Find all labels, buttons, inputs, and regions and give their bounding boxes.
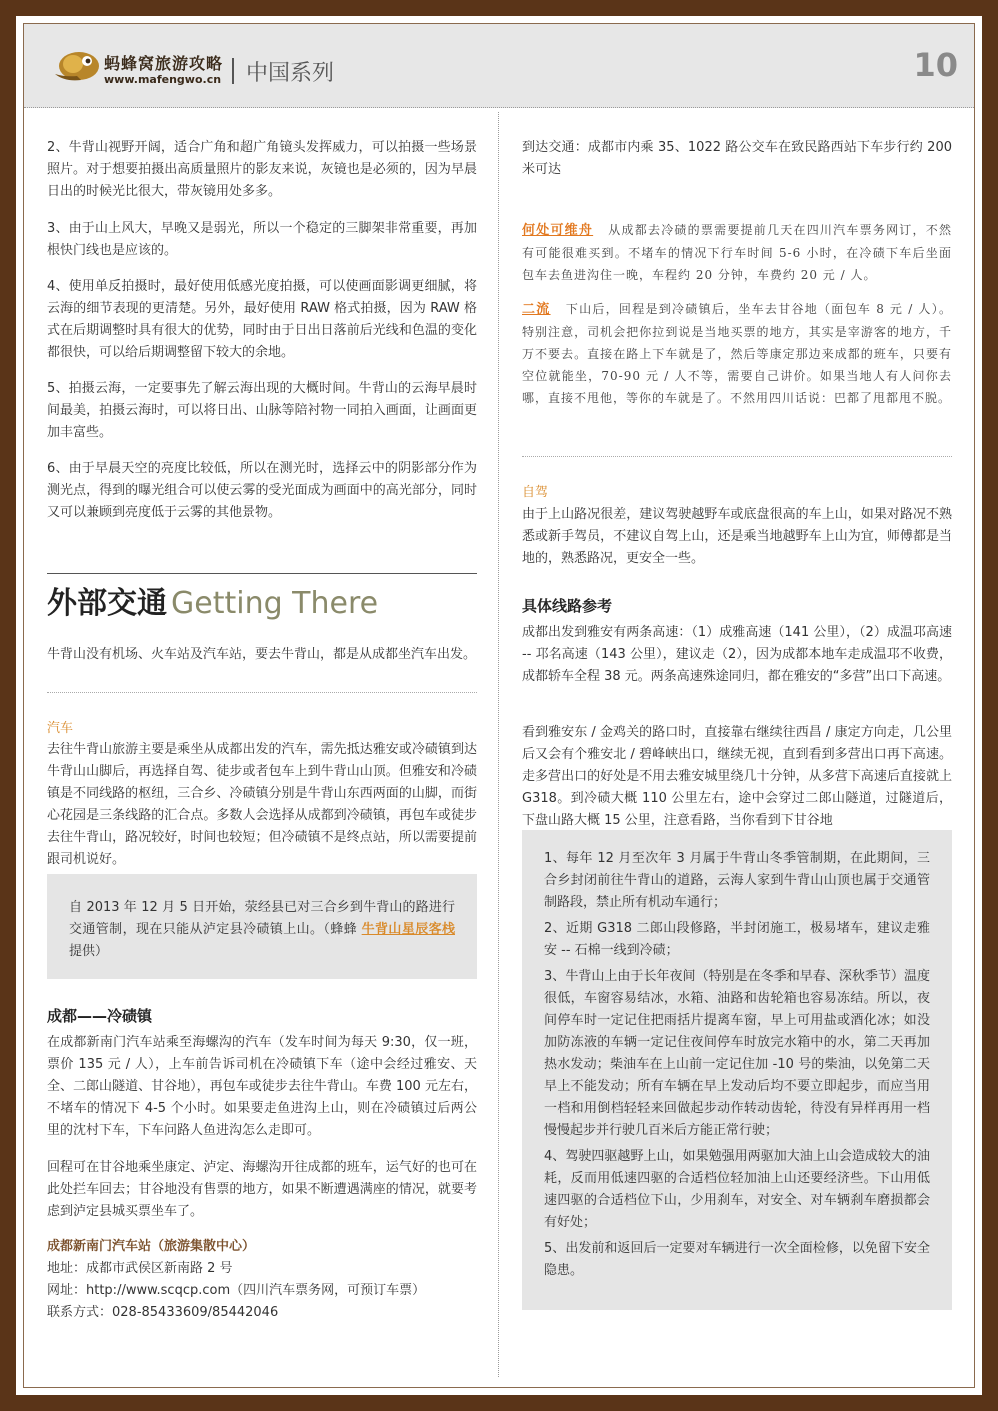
tip-4 (47, 276, 477, 364)
inn-link[interactable]: 牛背山星辰客栈 (361, 922, 455, 937)
when-label: 何处可维舟 (522, 223, 594, 238)
when-note (522, 219, 952, 286)
driving-tip-1: 1、每年 12 月至次年 3 月属于牛背山冬季管制期，在此期间，三合乡封闭前往牛背山的道路，云海人家到牛背山山顶也属于交通管制路段，禁止所有机动车通行； (544, 851, 930, 910)
tip-6-text: 6、由于早晨天空的亮度比较低，所以在测光时，选择云中的阴影部分作为测光点，得到的曝光组合可以使云雾的受光面成为画面中的高光部分，同时又可以兼顾到亮度低于云雾的其他景物。 (47, 461, 477, 520)
driving-tips-box (522, 830, 952, 1310)
notice-text (69, 897, 455, 963)
driving-tip-4: 4、驾驶四驱越野上山，如果勉强用两驱加大油上山会造成较大的油耗，反而用低速四驱的合适档位轻加油上山还要经济些。下山用低速四驱的合适档位下山，少用刹车，对安全、对车辆刹车磨损都会有好处； (544, 1149, 930, 1230)
station-phone-text: 联系方式：028-85433609/85442046 (47, 1305, 279, 1320)
second-body: 下山后，回程是到冷碛镇后，坐车去甘谷地（面包车 8 元 / 人）。特别注意，司机会把你拉到说是当地买票的地方，其实是宰游客的地方，千万不要去。直接在路上下车就是了，然后等康定那边来成都的班车，只要有空位就能坐，70-90 元 / 人不等，需要自己讲价。如果当地人有人问你去哪，直接不甩他，等你的车就是了。不然用四川话说：巴都了甩都甩不脱。 (522, 302, 952, 405)
tip-4-text: 4、使用单反拍摄时，最好使用低感光度拍摄，可以使画面影调更细腻，将云海的细节表现的更清楚。另外，最好使用 RAW 格式拍摄，因为 RAW 格式在后期调整时具有很大的优势，同时由于日出日落前后光线和色温的变化都很快，可以给后期调整留下较大的余地。 (47, 279, 477, 360)
series-title: 中国系列 (246, 61, 335, 86)
second-note-text (522, 298, 952, 409)
station-title-text: 成都新南门汽车站（旅游集散中心） (47, 1239, 256, 1254)
routes-para-1 (522, 622, 952, 688)
separator (47, 692, 477, 693)
route-title-text: 成都——冷碛镇 (47, 1007, 153, 1025)
station-phone (47, 1302, 477, 1324)
arrival-info (522, 137, 952, 181)
mafengwo-logo-icon (51, 44, 101, 86)
brand-name: 蚂蜂窝旅游攻略 (104, 54, 224, 73)
return-description-text: 回程可在甘谷地乘坐康定、泸定、海螺沟开往成都的班车，运气好的也可在此处拦车回去；甘谷地没有售票的地方，如果不断遭遇满座的情况，就要考虑到泸定县城买票坐车了。 (47, 1160, 477, 1219)
driving-tip-2: 2、近期 G318 二郎山段修路，半封闭施工，极易堵车，建议走雅安 -- 石棉一线到冷碛； (544, 921, 930, 958)
bus-label-text: 汽车 (47, 721, 74, 736)
drive-label (522, 481, 952, 500)
driving-tip-5: 5、出发前和返回后一定要对车辆进行一次全面检修，以免留下安全隐患。 (544, 1241, 930, 1278)
when-note-text (522, 219, 952, 286)
intro-text: 牛背山没有机场、火车站及汽车站，要去牛背山，都是从成都坐汽车出发。 (47, 647, 477, 662)
section-heading-cn: 外部交通 (47, 586, 167, 621)
bus-description (47, 739, 477, 871)
routes-title (522, 595, 952, 616)
station-address (47, 1258, 477, 1280)
column-divider (498, 112, 499, 1377)
second-note (522, 298, 952, 409)
second-label: 二流 (522, 302, 551, 317)
station-address-text: 地址：成都市武侯区新南路 2 号 (47, 1261, 233, 1276)
bus-label (47, 717, 477, 736)
tip-5-text: 5、拍摄云海，一定要事先了解云海出现的大概时间。牛背山的云海早晨时间最美，拍摄云海时，可以将日出、山脉等陪衬物一同拍入画面，让画面更加丰富些。 (47, 381, 477, 440)
notice-box (47, 874, 477, 979)
routes-title-text: 具体线路参考 (522, 597, 613, 615)
tip-2 (47, 137, 477, 203)
drive-label-text: 自驾 (522, 485, 549, 500)
header-divider (232, 58, 234, 84)
section-heading (47, 573, 477, 622)
separator-right (522, 456, 952, 457)
tip-5 (47, 378, 477, 444)
intro (47, 644, 477, 666)
tip-2-text: 2、牛背山视野开阔，适合广角和超广角镜头发挥威力，可以拍摄一些场景照片。对于想要拍摄出高质量照片的影友来说，灰镜也是必须的，因为早晨日出的时候光比很大，带灰镜用处多多。 (47, 140, 477, 199)
drive-description (522, 504, 952, 570)
station-title (47, 1236, 477, 1258)
page-number: 10 (913, 46, 958, 84)
bus-description-text: 去往牛背山旅游主要是乘坐从成都出发的汽车，需先抵达雅安或冷碛镇到达牛背山山脚后，再选择自驾、徒步或者包车上到牛背山山顶。但雅安和冷碛镇是不同线路的枢纽，三合乡、冷碛镇分别是牛背山东西两面的山脚，而街心花园是三条线路的汇合点。多数人会选择从成都到冷碛镇，再包车或徒步去往牛背山，路况较好，时间也较短；但冷碛镇不是终点站，所以需要提前跟司机说好。 (47, 742, 477, 867)
route-description-text: 在成都新南门汽车站乘至海螺沟的汽车（发车时间为每天 9:30，仅一班，票价 135 元 / 人），上车前告诉司机在冷碛镇下车（途中会经过雅安、天全、二郎山隧道、甘谷地），再包车或徒步去往牛背山。车费 100 元左右，不堵车的情况下 4-5 个小时。如果要走鱼进沟上山，则在冷碛镇过后两公里的沈村下车，下车问路人鱼进沟怎么走即可。 (47, 1035, 477, 1138)
routes-para-2-text: 看到雅安东 / 金鸡关的路口时，直接靠右继续往西昌 / 康定方向走，几公里后又会有个雅安北 / 碧峰峡出口，继续无视，直到看到多营出口再下高速。走多营出口的好处是不用去雅安城里绕几十分钟，从多营下高速后直接就上 G318。到冷碛大概 110 公里左右，途中会穿过二郎山隧道，过隧道后，下盘山路大概 15 公里，注意看路，当你看到下甘谷地 (522, 725, 952, 828)
route-description (47, 1032, 477, 1142)
section-heading-en: Getting There (171, 586, 379, 621)
station-website-text[interactable]: 网址：http://www.scqcp.com（四川汽车票务网，可预订车票） (47, 1283, 426, 1298)
tip-6 (47, 458, 477, 524)
page-header (24, 24, 974, 108)
station-website[interactable] (47, 1280, 477, 1302)
return-description (47, 1157, 477, 1223)
when-body: 从成都去冷碛的票需要提前几天在四川汽车票务网订，不然有可能很难买到。不堵车的情况下行车时间 5-6 小时，在冷碛下车后坐面包车去鱼进沟住一晚，车程约 20 分钟，车费约 20 元 / 人。 (522, 223, 952, 282)
routes-para-2 (522, 722, 952, 832)
drive-description-text: 由于上山路况很差，建议驾驶越野车或底盘很高的车上山，如果对路况不熟悉或新手驾员，不建议自驾上山，还是乘当地越野车上山为宜，师傅都是当地的，熟悉路况，更安全一些。 (522, 507, 952, 566)
brand-url: www.mafengwo.cn (104, 73, 222, 86)
route-title (47, 1005, 477, 1026)
driving-tip-3: 3、牛背山上由于长年夜间（特别是在冬季和早春、深秋季节）温度很低，车窗容易结冰，水箱、油路和齿轮箱也容易冻结。所以，夜间停车时一定记住把雨括片提离车窗，早上可用盐或酒化冰；如没加防冻液的车辆一定记住夜间停车时放完水箱中的水，第二天再加热水发动；柴油车在上山前一定记住加 -10 号的柴油，以免第二天早上不能发动；所有车辆在早上发动后均不要立即起步，而应当用一档和用倒档轻轻来回做起步动作转动齿轮，待没有异样再用一档慢慢起步并行驶几百米后方能正常行驶； (544, 969, 930, 1138)
tip-3-text: 3、由于山上风大，早晚又是弱光，所以一个稳定的三脚架非常重要，再加根快门线也是应该的。 (47, 221, 477, 258)
notice-text-suffix: 提供） (69, 944, 109, 959)
routes-para-1-text: 成都出发到雅安有两条高速：（1）成雅高速（141 公里），（2）成温邛高速 -- 邛名高速（143 公里），建议走（2），因为成都本地车走成温邛不收费，成都轿车全程 38 元。两条高速殊途同归，都在雅安的“多营”出口下高速。 (522, 625, 952, 684)
tip-3 (47, 218, 477, 262)
notice-text-main: 自 2013 年 12 月 5 日开始，荥经县已对三合乡到牛背山的路进行交通管制，现在只能从泸定县冷碛镇上山。（蜂蜂 (69, 900, 455, 937)
arrival-info-text: 到达交通：成都市内乘 35、1022 路公交车在致民路西站下车步行约 200 米可达 (522, 140, 952, 177)
